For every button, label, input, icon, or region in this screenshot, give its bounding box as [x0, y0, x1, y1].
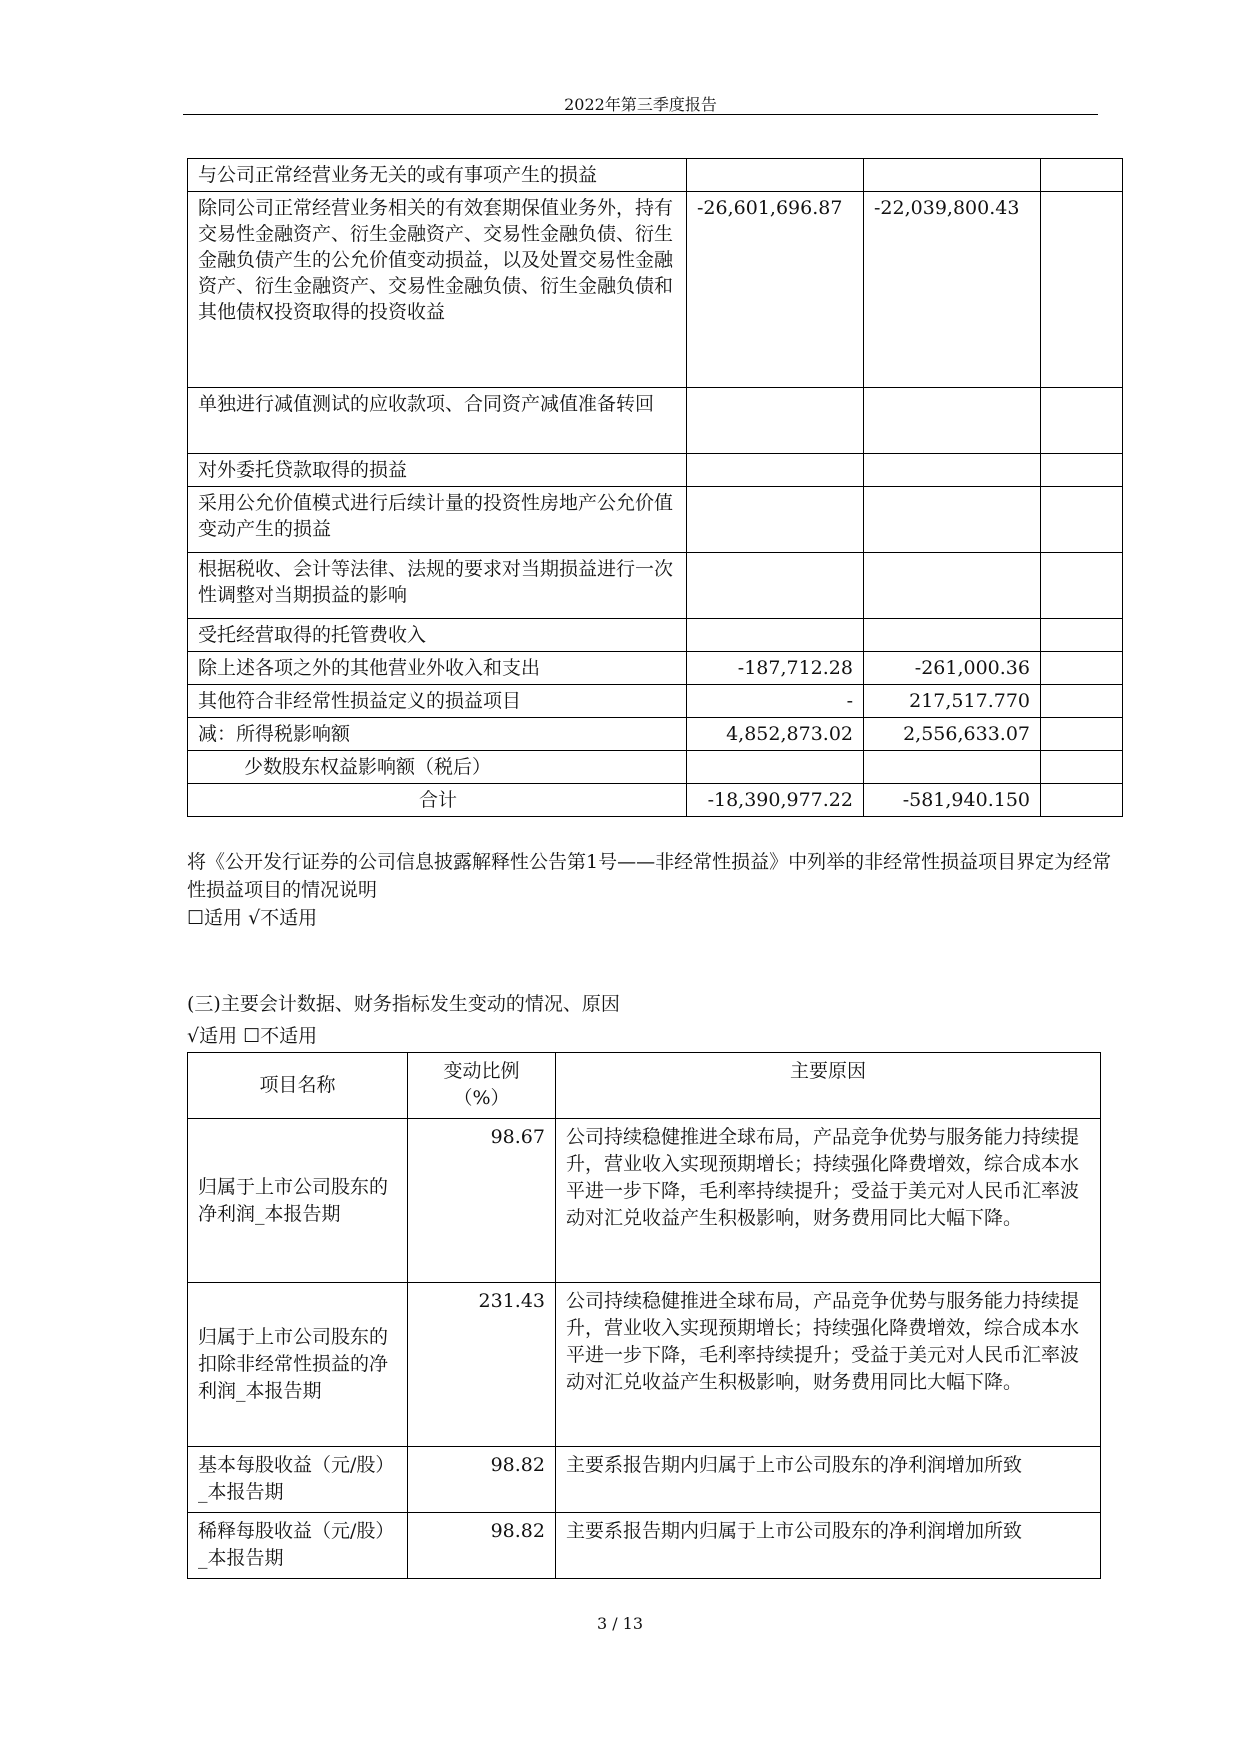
item-current: [687, 159, 864, 192]
row-item-name: 稀释每股收益（元/股）_本报告期: [188, 1513, 408, 1579]
header-rule: [183, 114, 1098, 115]
item-ytd: [864, 619, 1041, 652]
item-label: 减：所得税影响额: [188, 718, 687, 751]
item-current: [687, 487, 864, 553]
item-ytd: [864, 553, 1041, 619]
table-row: [188, 159, 1123, 192]
header-item-name: 项目名称: [188, 1053, 408, 1119]
item-current: [687, 619, 864, 652]
item-note: [1041, 487, 1123, 553]
total-current: -18,390,977.22: [687, 784, 864, 817]
item-note: [1041, 388, 1123, 454]
row-item-name: 基本每股收益（元/股）_本报告期: [188, 1447, 408, 1513]
table-row: [188, 784, 1123, 817]
item-label: 对外委托贷款取得的损益: [188, 454, 687, 487]
item-label: 除上述各项之外的其他营业外收入和支出: [188, 652, 687, 685]
item-note: [1041, 751, 1123, 784]
change-analysis-table: [187, 1052, 1101, 1579]
header-ratio-line2: （%）: [453, 1087, 510, 1109]
table-row: [188, 1283, 1101, 1447]
table-row: [188, 652, 1123, 685]
table-row: [188, 1513, 1101, 1579]
item-note: [1041, 192, 1123, 388]
table-row: [188, 487, 1123, 553]
item-ytd: 217,517.770: [864, 685, 1041, 718]
item-note: [1041, 454, 1123, 487]
item-ytd: 2,556,633.07: [864, 718, 1041, 751]
header-ratio-line1: 变动比例: [443, 1060, 520, 1082]
item-label: 根据税收、会计等法律、法规的要求对当期损益进行一次性调整对当期损益的影响: [188, 553, 687, 619]
table-header-row: [188, 1053, 1101, 1119]
item-label: 采用公允价值模式进行后续计量的投资性房地产公允价值变动产生的损益: [188, 487, 687, 553]
item-label: 除同公司正常经营业务相关的有效套期保值业务外，持有交易性金融资产、衍生金融资产、交易性金融负债、衍生金融负债产生的公允价值变动损益，以及处置交易性金融资产、衍生金融资产、交易性金融负债、衍生金融负债和其他债权投资取得的投资收益: [188, 192, 687, 388]
item-current: [687, 388, 864, 454]
table-row: [188, 1447, 1101, 1513]
header-main-reason: 主要原因: [556, 1053, 1101, 1119]
table-row: [188, 553, 1123, 619]
table-row: [188, 718, 1123, 751]
item-label: 少数股东权益影响额（税后）: [188, 751, 687, 784]
row-item-name: 归属于上市公司股东的扣除非经常性损益的净利润_本报告期: [188, 1283, 408, 1447]
item-current: [687, 553, 864, 619]
item-ytd: [864, 487, 1041, 553]
item-current: 4,852,873.02: [687, 718, 864, 751]
row-change-ratio: 98.67: [408, 1119, 556, 1283]
section-title: (三)主要会计数据、财务指标发生变动的情况、原因: [187, 993, 620, 1015]
note-applicability: ☐适用 √不适用: [187, 907, 318, 929]
total-ytd: -581,940.150: [864, 784, 1041, 817]
total-label: 合计: [188, 784, 687, 817]
item-ytd: -22,039,800.43: [864, 192, 1041, 388]
item-note: [1041, 619, 1123, 652]
row-main-reason: 主要系报告期内归属于上市公司股东的净利润增加所致: [556, 1447, 1101, 1513]
row-change-ratio: 98.82: [408, 1447, 556, 1513]
item-note: [1041, 718, 1123, 751]
table-row: [188, 685, 1123, 718]
section-applicability: √适用 ☐不适用: [187, 1025, 318, 1047]
item-ytd: [864, 454, 1041, 487]
non-recurring-items-table: [187, 158, 1123, 817]
item-label: 受托经营取得的托管费收入: [188, 619, 687, 652]
item-current: -: [687, 685, 864, 718]
row-item-name: 归属于上市公司股东的净利润_本报告期: [188, 1119, 408, 1283]
item-note: [1041, 159, 1123, 192]
item-note: [1041, 784, 1123, 817]
item-current: [687, 454, 864, 487]
item-current: -26,601,696.87: [687, 192, 864, 388]
table-row: [188, 388, 1123, 454]
row-main-reason: 公司持续稳健推进全球布局，产品竞争优势与服务能力持续提升，营业收入实现预期增长；持续强化降费增效，综合成本水平进一步下降，毛利率持续提升；受益于美元对人民币汇率波动对汇兑收益产生积极影响，财务费用同比大幅下降。: [556, 1119, 1101, 1283]
item-note: [1041, 685, 1123, 718]
item-note: [1041, 553, 1123, 619]
row-main-reason: 公司持续稳健推进全球布局，产品竞争优势与服务能力持续提升，营业收入实现预期增长；持续强化降费增效，综合成本水平进一步下降，毛利率持续提升；受益于美元对人民币汇率波动对汇兑收益产生积极影响，财务费用同比大幅下降。: [556, 1283, 1101, 1447]
item-current: [687, 751, 864, 784]
header-change-ratio: [408, 1053, 556, 1119]
item-label: 其他符合非经常性损益定义的损益项目: [188, 685, 687, 718]
table-row: [188, 192, 1123, 388]
table-row: [188, 751, 1123, 784]
table-row: [188, 454, 1123, 487]
row-main-reason: 主要系报告期内归属于上市公司股东的净利润增加所致: [556, 1513, 1101, 1579]
item-label: 单独进行减值测试的应收款项、合同资产减值准备转回: [188, 388, 687, 454]
item-label: 与公司正常经营业务无关的或有事项产生的损益: [188, 159, 687, 192]
page-header: 2022年第三季度报告: [564, 95, 717, 114]
item-current: -187,712.28: [687, 652, 864, 685]
table-row: [188, 619, 1123, 652]
item-note: [1041, 652, 1123, 685]
page-number: 3 / 13: [596, 1614, 644, 1633]
item-ytd: [864, 751, 1041, 784]
item-ytd: -261,000.36: [864, 652, 1041, 685]
note-text: 将《公开发行证券的公司信息披露解释性公告第1号——非经常性损益》中列举的非经常性损益项目界定为经常性损益项目的情况说明: [187, 851, 1112, 901]
row-change-ratio: 98.82: [408, 1513, 556, 1579]
table-row: [188, 1119, 1101, 1283]
item-ytd: [864, 159, 1041, 192]
row-change-ratio: 231.43: [408, 1283, 556, 1447]
item-ytd: [864, 388, 1041, 454]
